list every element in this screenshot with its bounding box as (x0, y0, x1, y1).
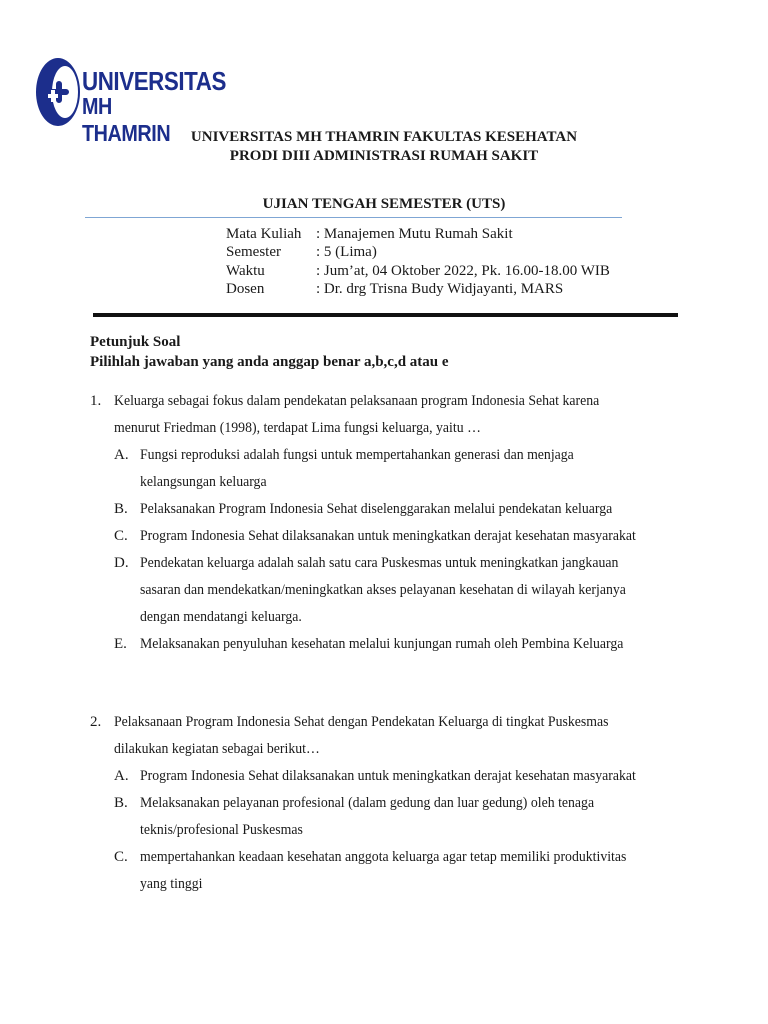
exam-title: UJIAN TENGAH SEMESTER (UTS) (262, 196, 506, 212)
program-heading: PRODI DIII ADMINISTRASI RUMAH SAKIT (229, 148, 539, 164)
option-text: mempertahankan keadaan kesehatan anggota keluarga agar tetap memiliki produktivitas yang tinggi (140, 849, 627, 892)
info-key: Semester (226, 244, 281, 261)
option-d (114, 550, 680, 631)
option-text: Melaksanakan penyuluhan kesehatan melalui kunjungan rumah oleh Pembina Keluarga (140, 636, 624, 652)
info-key: Waktu (226, 262, 265, 279)
option-e (114, 631, 680, 658)
option-text: Melaksanakan pelayanan profesional (dalam gedung dan luar gedung) oleh tenaga teknis/profesional Puskesmas (140, 795, 595, 838)
question-number: 2. (90, 714, 102, 730)
title-underline (85, 217, 622, 218)
option-letter: D. (114, 555, 129, 571)
option-text: Fungsi reproduksi adalah fungsi untuk mempertahankan generasi dan menjaga kelangsungan keluarga (140, 447, 574, 490)
option-c (114, 523, 680, 550)
info-row-time (226, 262, 610, 280)
university-logo (34, 56, 226, 146)
option-letter: E. (114, 636, 127, 652)
info-row-course (226, 225, 610, 243)
info-key: Mata Kuliah (226, 226, 302, 242)
info-value: : 5 (Lima) (316, 244, 377, 261)
instructions-title: Petunjuk Soal (90, 334, 181, 350)
option-a (114, 442, 680, 496)
info-value: : Jum’at, 04 Oktober 2022, Pk. 16.00-18.00 WIB (316, 262, 610, 279)
instructions-text: Pilihlah jawaban yang anda anggap benar a,b,c,d atau e (90, 354, 449, 370)
info-row-semester (226, 243, 610, 261)
info-value: : Manajemen Mutu Rumah Sakit (316, 226, 513, 242)
question-1 (90, 388, 680, 658)
option-letter: B. (114, 795, 128, 811)
option-letter: B. (114, 501, 128, 517)
faculty-heading: UNIVERSITAS MH THAMRIN FAKULTAS KESEHATAN (190, 129, 578, 145)
logo-text-line2: MH THAMRIN (82, 93, 171, 146)
info-key: Dosen (226, 280, 265, 297)
logo-text-line1: UNIVERSITAS (82, 66, 226, 96)
option-letter: A. (114, 768, 129, 784)
option-text: Program Indonesia Sehat dilaksanakan untuk meningkatkan derajat kesehatan masyarakat (140, 528, 636, 544)
question-stem (90, 388, 680, 442)
question-stem (90, 709, 680, 763)
option-a (114, 763, 680, 790)
option-c (114, 844, 680, 898)
university-logo-icon (34, 56, 82, 128)
option-letter: C. (114, 849, 128, 865)
option-letter: C. (114, 528, 128, 544)
question-text: Keluarga sebagai fokus dalam pendekatan pelaksanaan program Indonesia Sehat karena menurut Friedman (1998), terdapat Lima fungsi keluarga, yaitu … (114, 393, 600, 436)
option-text: Pelaksanakan Program Indonesia Sehat diselenggarakan melalui pendekatan keluarga (140, 501, 613, 517)
option-b (114, 790, 680, 844)
option-b (114, 496, 680, 523)
option-letter: A. (114, 447, 129, 463)
info-value: : Dr. drg Trisna Budy Widjayanti, MARS (316, 280, 564, 297)
info-row-lecturer (226, 280, 610, 298)
section-divider (93, 313, 678, 317)
option-text: Pendekatan keluarga adalah salah satu cara Puskesmas untuk meningkatkan jangkauan sasaran dan mendekatkan/meningkatkan akses pelayanan kesehatan di wilayah kerjanya dengan mendatangi keluarga. (140, 555, 626, 625)
question-number: 1. (90, 393, 102, 409)
question-2 (90, 709, 680, 898)
option-text: Program Indonesia Sehat dilaksanakan untuk meningkatkan derajat kesehatan masyarakat (140, 768, 636, 784)
question-text: Pelaksanaan Program Indonesia Sehat dengan Pendekatan Keluarga di tingkat Puskesmas dilakukan kegiatan sebagai berikut… (114, 714, 609, 757)
exam-info (226, 225, 610, 298)
